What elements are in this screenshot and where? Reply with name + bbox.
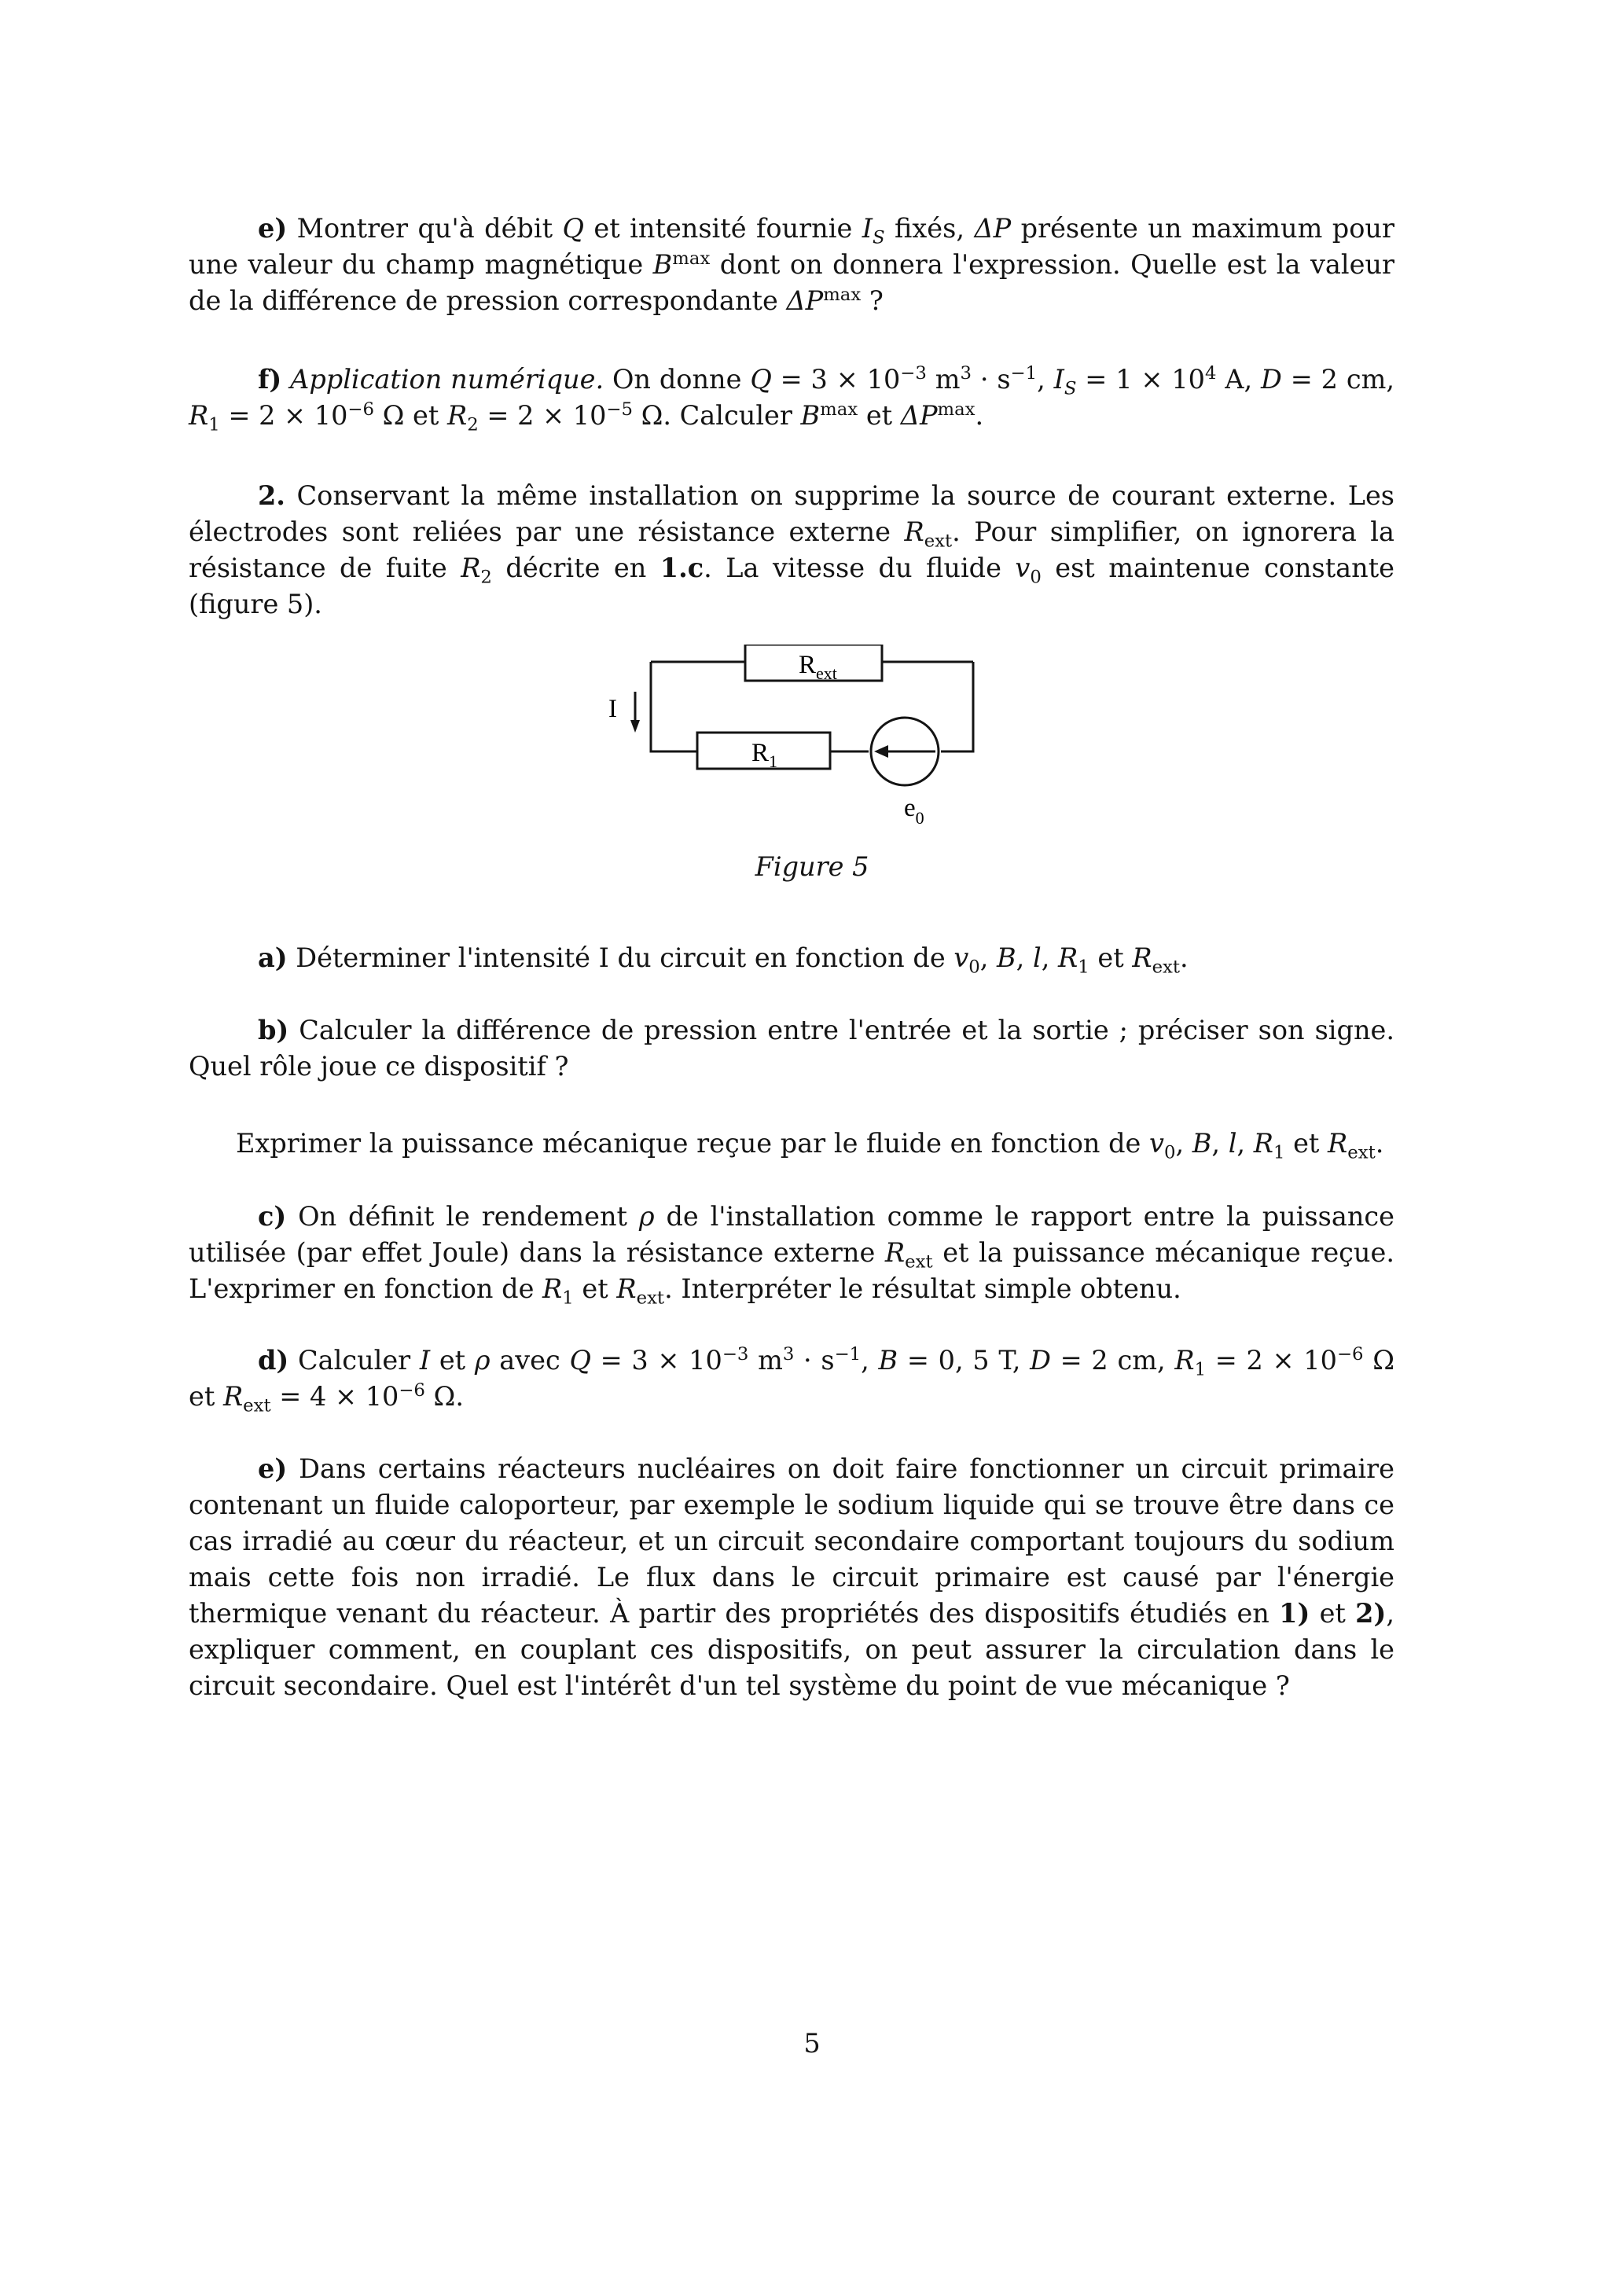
emf-label: $e_0$ bbox=[904, 794, 924, 828]
right-wire bbox=[941, 662, 973, 751]
question-2b-power: Exprimer la puissance mécanique reçue par le fluide en fonction de $v_0$, B, l, $R_1$ et $R_{ext}$. bbox=[236, 1128, 1384, 1163]
figure-caption: Figure 5 bbox=[755, 851, 869, 882]
r1-label: $R_1$ bbox=[751, 739, 778, 771]
question-2-intro: 2. Conservant la même installation on supprime la source de courant externe. Les électrodes sont reliées par une résistance externe $R_{ext}$. Pour simplifier, on ignorera la résistance de fuite $R_2$ décrite en 1.c. La vitesse du fluide $v_0$ est maintenue constante (figure 5). bbox=[189, 480, 1394, 619]
emf-arrowhead bbox=[874, 745, 888, 758]
question-1e: e) Montrer qu'à débit Q et intensité fournie $I_S$ fixés, ΔP présente un maximum pour une valeur du champ magnétique $B^{max}$ dont on donnera l'expression. Quelle est la valeur de la différence de pression correspondante $\Delta P^{max}$ ? bbox=[189, 213, 1395, 316]
question-2d: d) Calculer I et ρ avec $Q = 3 \times 10^{-3}$ $m^3 \cdot s^{-1}$, B = 0, 5 T, D = 2 cm, $R_1 = 2 \times 10^{-6}$ Ω et $R_{ext} = 4 \times 10^{-6}$ Ω. bbox=[189, 1343, 1394, 1416]
current-arrowhead bbox=[630, 720, 640, 733]
question-2c: c) On définit le rendement ρ de l'installation comme le rapport entre la puissance utilisée (par effet Joule) dans la résistance externe $R_{ext}$ et la puissance mécanique reçue. L'exprimer en fonction de $R_1$ et $R_{ext}$. Interpréter le résultat simple obtenu. bbox=[189, 1201, 1394, 1309]
circuit-diagram bbox=[597, 645, 990, 833]
r-ext-label: $R_{ext}$ bbox=[799, 651, 837, 683]
question-2b: b) Calculer la différence de pression entre l'entrée et la sortie ; préciser son signe. Quel rôle joue ce dispositif ? bbox=[189, 1015, 1394, 1082]
question-1f: f) Application numérique. On donne $Q = 3 \times 10^{-3}$ $m^3 \cdot s^{-1}$, $I_S = 1 \times 10^4$ A, D = 2 cm, $R_1 = 2 \times 10^{-6}$ Ω et $R_2 = 2 \times 10^{-5}$ Ω. Calculer $B^{max}$ et $\Delta P^{max}$. bbox=[189, 362, 1395, 435]
question-2e: e) Dans certains réacteurs nucléaires on doit faire fonctionner un circuit primaire contenant un fluide caloporteur, par exemple le sodium liquide qui se trouve être dans ce cas irradié au cœur du réacteur, et un circuit secondaire comportant toujours du sodium mais cette fois non irradié. Le flux dans le circuit primaire est causé par l'énergie thermique venant du réacteur. À partir des propriétés des dispositifs étudiés en 1) et 2), expliquer comment, en couplant ces dispositifs, on peut assurer la circulation dans le circuit secondaire. Quel est l'intérêt d'un tel système du point de vue mécanique ? bbox=[189, 1453, 1394, 1701]
question-2a: a) Déterminer l'intensité I du circuit en fonction de $v_0$, B, l, $R_1$ et $R_{ext}$. bbox=[258, 942, 1189, 978]
current-label: I bbox=[608, 695, 617, 723]
page-number: 5 bbox=[803, 2028, 821, 2059]
left-wire bbox=[651, 662, 697, 751]
